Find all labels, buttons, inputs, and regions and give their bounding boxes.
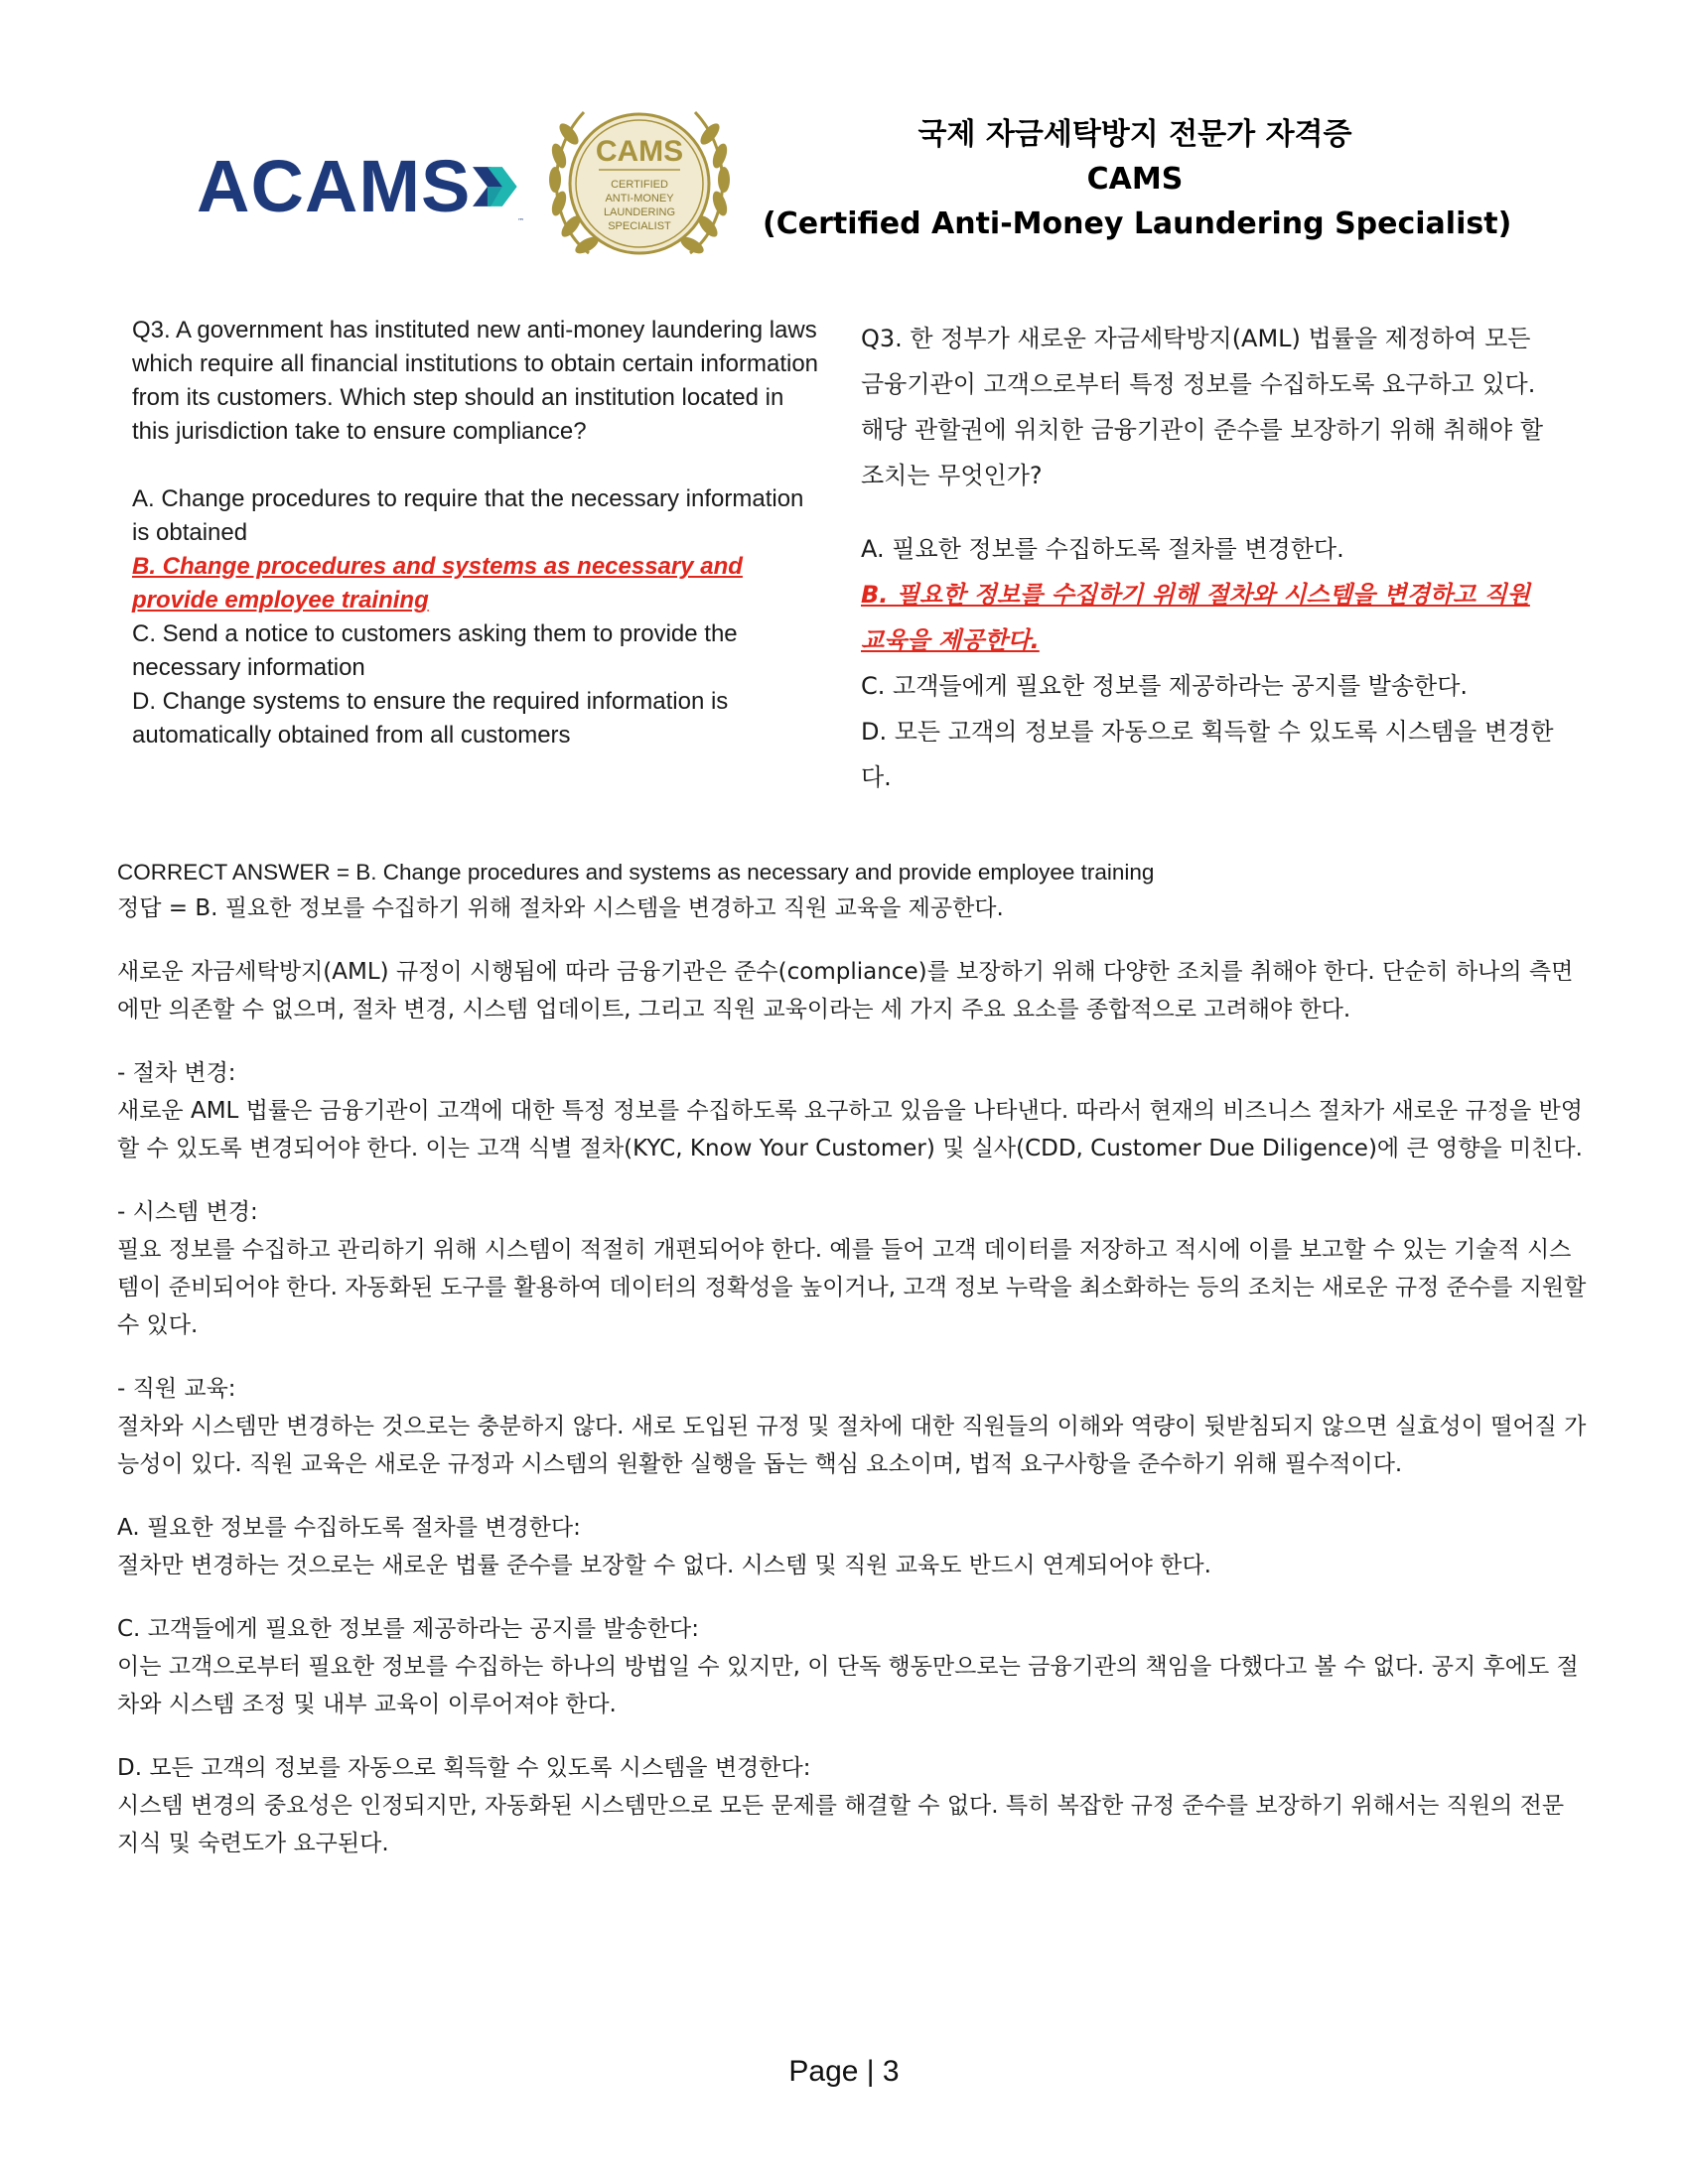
seal-title: CAMS (595, 135, 684, 168)
acams-chevron-icon (473, 159, 517, 214)
section-heading: C. 고객들에게 필요한 정보를 제공하라는 공지를 발송한다: (117, 1616, 699, 1642)
section-heading: - 절차 변경: (117, 1060, 236, 1086)
section-training (117, 1370, 1587, 1483)
seal-line-1: CERTIFIED (611, 179, 668, 191)
seal-line-2: ANTI-MONEY (605, 193, 674, 205)
acams-logo-text: ACAMS (197, 145, 472, 227)
seal-line-3: LAUNDERING (603, 206, 676, 218)
title-korean: 국제 자금세탁방지 전문가 자격증 (917, 117, 1352, 152)
section-body: 이는 고객으로부터 필요한 정보를 수집하는 하나의 방법일 수 있지만, 이 단독 행동만으로는 금융기관의 책임을 다했다고 볼 수 없다. 공지 후에도 절차와 시스템 조정 및 내부 교육이 이루어져야 한다. (117, 1654, 1579, 1717)
section-body: 새로운 AML 법률은 금융기관이 고객에 대한 특정 정보를 수집하도록 요구하고 있음을 나타낸다. 따라서 현재의 비즈니스 절차가 새로운 규정을 반영할 수 있도록 변경되어야 한다. 이는 고객 식별 절차(KYC, Know Your Customer) 및 실사(CDD, Customer Due Diligence)에 큰 영향을 미친다. (117, 1098, 1583, 1161)
option-d-ko: D. 모든 고객의 정보를 자동으로 획득할 수 있도록 시스템을 변경한다. (861, 718, 1554, 791)
title-abbreviation: CAMS (1086, 162, 1184, 197)
page-number: Page | 3 (788, 2055, 900, 2088)
title-english: (Certified Anti-Money Laundering Specialist) (763, 206, 1512, 241)
explanation-intro: 새로운 자금세탁방지(AML) 규정이 시행됨에 따라 금융기관은 준수(compliance)를 보장하기 위해 다양한 조치를 취해야 한다. 단순히 하나의 측면에만 의존할 수 없으며, 절차 변경, 시스템 업데이트, 그리고 직원 교육이라는 세 가지 주요 요소를 종합적으로 고려해야 한다. (117, 959, 1574, 1023)
section-system (117, 1193, 1587, 1344)
cams-seal-logo (529, 94, 750, 271)
certification-title (763, 112, 1512, 246)
section-body: 절차만 변경하는 것으로는 새로운 법률 준수를 보장할 수 없다. 시스템 및 직원 교육도 반드시 연계되어야 한다. (117, 1553, 1211, 1578)
section-heading: - 직원 교육: (117, 1376, 236, 1402)
option-b-ko-correct: B. 필요한 정보를 수집하기 위해 절차와 시스템을 변경하고 직원 교육을 제공한다. (861, 581, 1530, 654)
section-body: 필요 정보를 수집하고 관리하기 위해 시스템이 적절히 개편되어야 한다. 예를 들어 고객 데이터를 저장하고 적시에 이를 보고할 수 있는 기술적 시스템이 준비되어야 한다. 자동화된 도구를 활용하여 데이터의 정확성을 높이거나, 고객 정보 누락을 최소화하는 등의 조치는 새로운 규정 준수를 지원할 수 있다. (117, 1237, 1587, 1338)
option-c: C. Send a notice to customers asking them to provide the necessary information (132, 620, 738, 681)
option-a: A. Change procedures to require that the necessary information is obtained (132, 485, 804, 546)
section-heading: D. 모든 고객의 정보를 자동으로 획득할 수 있도록 시스템을 변경한다: (117, 1755, 811, 1781)
question-stem-ko: Q3. 한 정부가 새로운 자금세탁방지(AML) 법률을 제정하여 모든 금융기관이 고객으로부터 특정 정보를 수집하도록 요구하고 있다. 해당 관할권에 위치한 금융기관이 준수를 보장하기 위해 취해야 할 조치는 무엇인가? (861, 325, 1543, 489)
option-b-correct: B. Change procedures and systems as necessary and provide employee training (132, 553, 743, 614)
section-option-c (117, 1610, 1587, 1723)
section-body: 절차와 시스템만 변경하는 것으로는 충분하지 않다. 새로 도입된 규정 및 절차에 대한 직원들의 이해와 역량이 뒷받침되지 않으면 실효성이 떨어질 가능성이 있다. 직원 교육은 새로운 규정과 시스템의 원활한 실행을 돕는 핵심 요소이며, 법적 요구사항을 준수하기 위해 필수적이다. (117, 1414, 1587, 1477)
correct-answer-english: CORRECT ANSWER = B. Change procedures and systems as necessary and provide employee training (117, 860, 1155, 885)
section-heading: A. 필요한 정보를 수집하도록 절차를 변경한다: (117, 1515, 581, 1541)
section-option-d (117, 1749, 1587, 1862)
question-korean (861, 316, 1556, 800)
trademark-symbol: ™ (517, 217, 524, 225)
explanation (117, 856, 1587, 1862)
correct-answer-korean: 정답 = B. 필요한 정보를 수집하기 위해 절차와 시스템을 변경하고 직원 교육을 제공한다. (117, 895, 1004, 921)
option-a-ko: A. 필요한 정보를 수집하도록 절차를 변경한다. (861, 535, 1344, 563)
section-procedure (117, 1054, 1587, 1167)
header (197, 94, 1512, 283)
section-option-a (117, 1509, 1587, 1584)
question-stem: Q3. A government has instituted new anti-money laundering laws which require all financial institutions to obtain certain information from its customers. Which step should an institution located in this jurisdiction take to ensure compliance? (132, 317, 819, 445)
section-heading: - 시스템 변경: (117, 1199, 258, 1225)
seal-line-4: SPECIALIST (608, 220, 671, 232)
option-c-ko: C. 고객들에게 필요한 정보를 제공하라는 공지를 발송한다. (861, 672, 1469, 700)
question-english (132, 314, 827, 752)
acams-logo (197, 142, 524, 231)
section-body: 시스템 변경의 중요성은 인정되지만, 자동화된 시스템만으로 모든 문제를 해결할 수 없다. 특히 복잡한 규정 준수를 보장하기 위해서는 직원의 전문 지식 및 숙련도가 요구된다. (117, 1793, 1565, 1856)
option-d: D. Change systems to ensure the required information is automatically obtained from all customers (132, 688, 729, 749)
